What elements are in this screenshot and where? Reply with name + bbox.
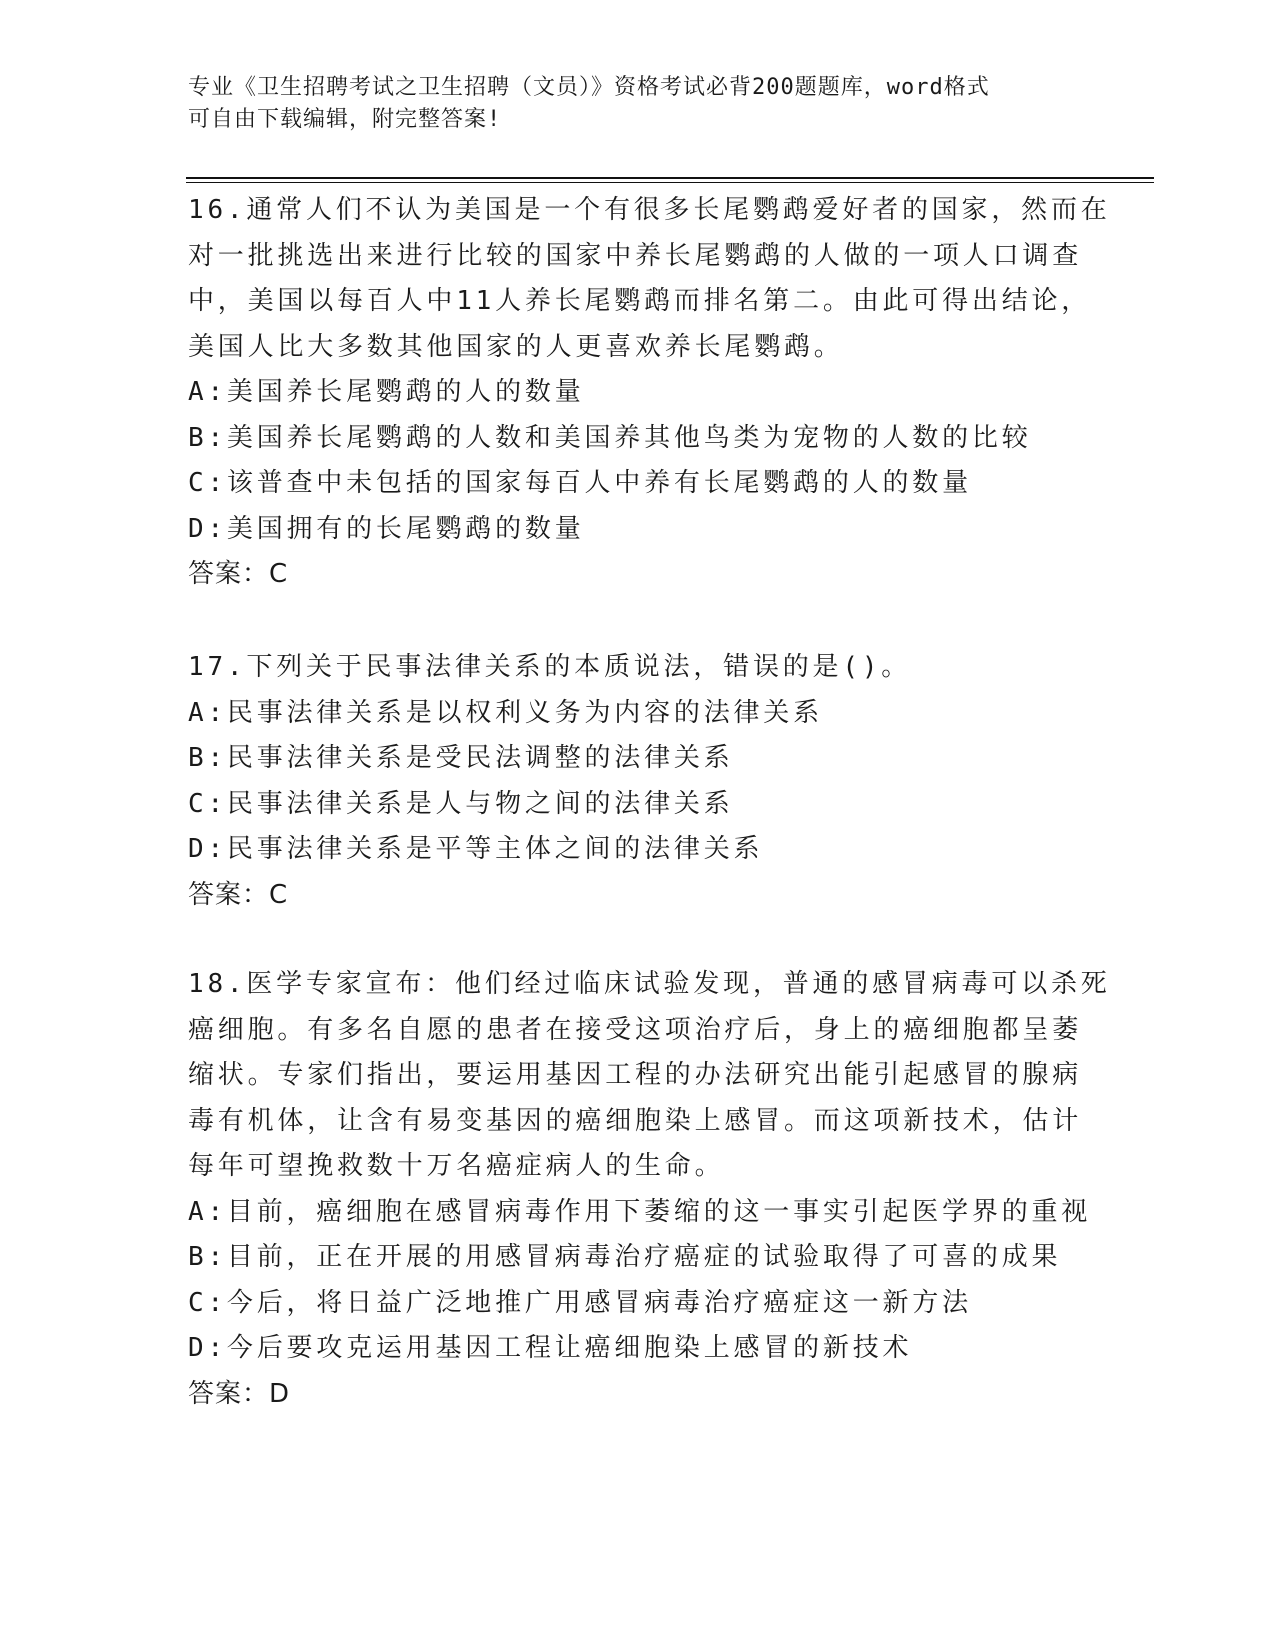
question-stem-line: 18.医学专家宣布：他们经过临床试验发现，普通的感冒病毒可以杀死 <box>188 969 1111 999</box>
option-d: D:民事法律关系是平等主体之间的法律关系 <box>188 834 764 864</box>
option-a: A:美国养长尾鹦鹉的人的数量 <box>188 377 585 407</box>
option-c: C:今后，将日益广泛地推广用感冒病毒治疗癌症这一新方法 <box>188 1287 972 1318</box>
header-line-2: 可自由下载编辑，附完整答案! <box>188 107 502 132</box>
option-a: A:目前，癌细胞在感冒病毒作用下萎缩的这一事实引起医学界的重视 <box>188 1196 1092 1227</box>
question-stem-line: 美国人比大多数其他国家的人更喜欢养长尾鹦鹉。 <box>188 331 844 362</box>
option-b: B:民事法律关系是受民法调整的法律关系 <box>188 743 734 773</box>
option-d: D:美国拥有的长尾鹦鹉的数量 <box>188 513 585 544</box>
answer-line: 答案：C <box>188 559 289 589</box>
answer-line: 答案：D <box>188 1378 291 1409</box>
question-stem-line: 每年可望挽救数十万名癌症病人的生命。 <box>188 1151 725 1181</box>
answer-line: 答案：C <box>188 879 289 910</box>
option-a: A:民事法律关系是以权利义务为内容的法律关系 <box>188 697 823 728</box>
question-stem-line: 癌细胞。有多名自愿的患者在接受这项治疗后，身上的癌细胞都呈萎 <box>188 1014 1083 1045</box>
question-18 <box>188 962 1111 1417</box>
question-stem-line: 16.通常人们不认为美国是一个有很多长尾鹦鹉爱好者的国家，然而在 <box>188 195 1111 225</box>
question-stem-line: 对一批挑选出来进行比较的国家中养长尾鹦鹉的人做的一项人口调查 <box>188 240 1083 271</box>
question-stem-line: 缩状。专家们指出，要运用基因工程的办法研究出能引起感冒的腺病 <box>188 1060 1083 1090</box>
question-stem-line: 中，美国以每百人中11人养长尾鹦鹉而排名第二。由此可得出结论， <box>188 286 1092 316</box>
option-d: D:今后要攻克运用基因工程让癌细胞染上感冒的新技术 <box>188 1333 913 1363</box>
header-divider-thin <box>186 182 1154 183</box>
document-header <box>188 72 1088 136</box>
option-c: C:民事法律关系是人与物之间的法律关系 <box>188 788 734 819</box>
question-17 <box>188 645 1088 918</box>
header-line-1: 专业《卫生招聘考试之卫生招聘（文员）》资格考试必背200题题库，word格式 <box>188 75 990 100</box>
question-stem-line: 毒有机体，让含有易变基因的癌细胞染上感冒。而这项新技术，估计 <box>188 1105 1083 1136</box>
option-b: B:目前，正在开展的用感冒病毒治疗癌症的试验取得了可喜的成果 <box>188 1242 1062 1272</box>
question-stem-line: 17.下列关于民事法律关系的本质说法，错误的是()。 <box>188 652 912 682</box>
option-c: C:该普查中未包括的国家每百人中养有长尾鹦鹉的人的数量 <box>188 468 972 498</box>
header-divider <box>186 177 1154 179</box>
option-b: B:美国养长尾鹦鹉的人数和美国养其他鸟类为宠物的人数的比较 <box>188 422 1032 453</box>
question-16 <box>188 188 1111 598</box>
